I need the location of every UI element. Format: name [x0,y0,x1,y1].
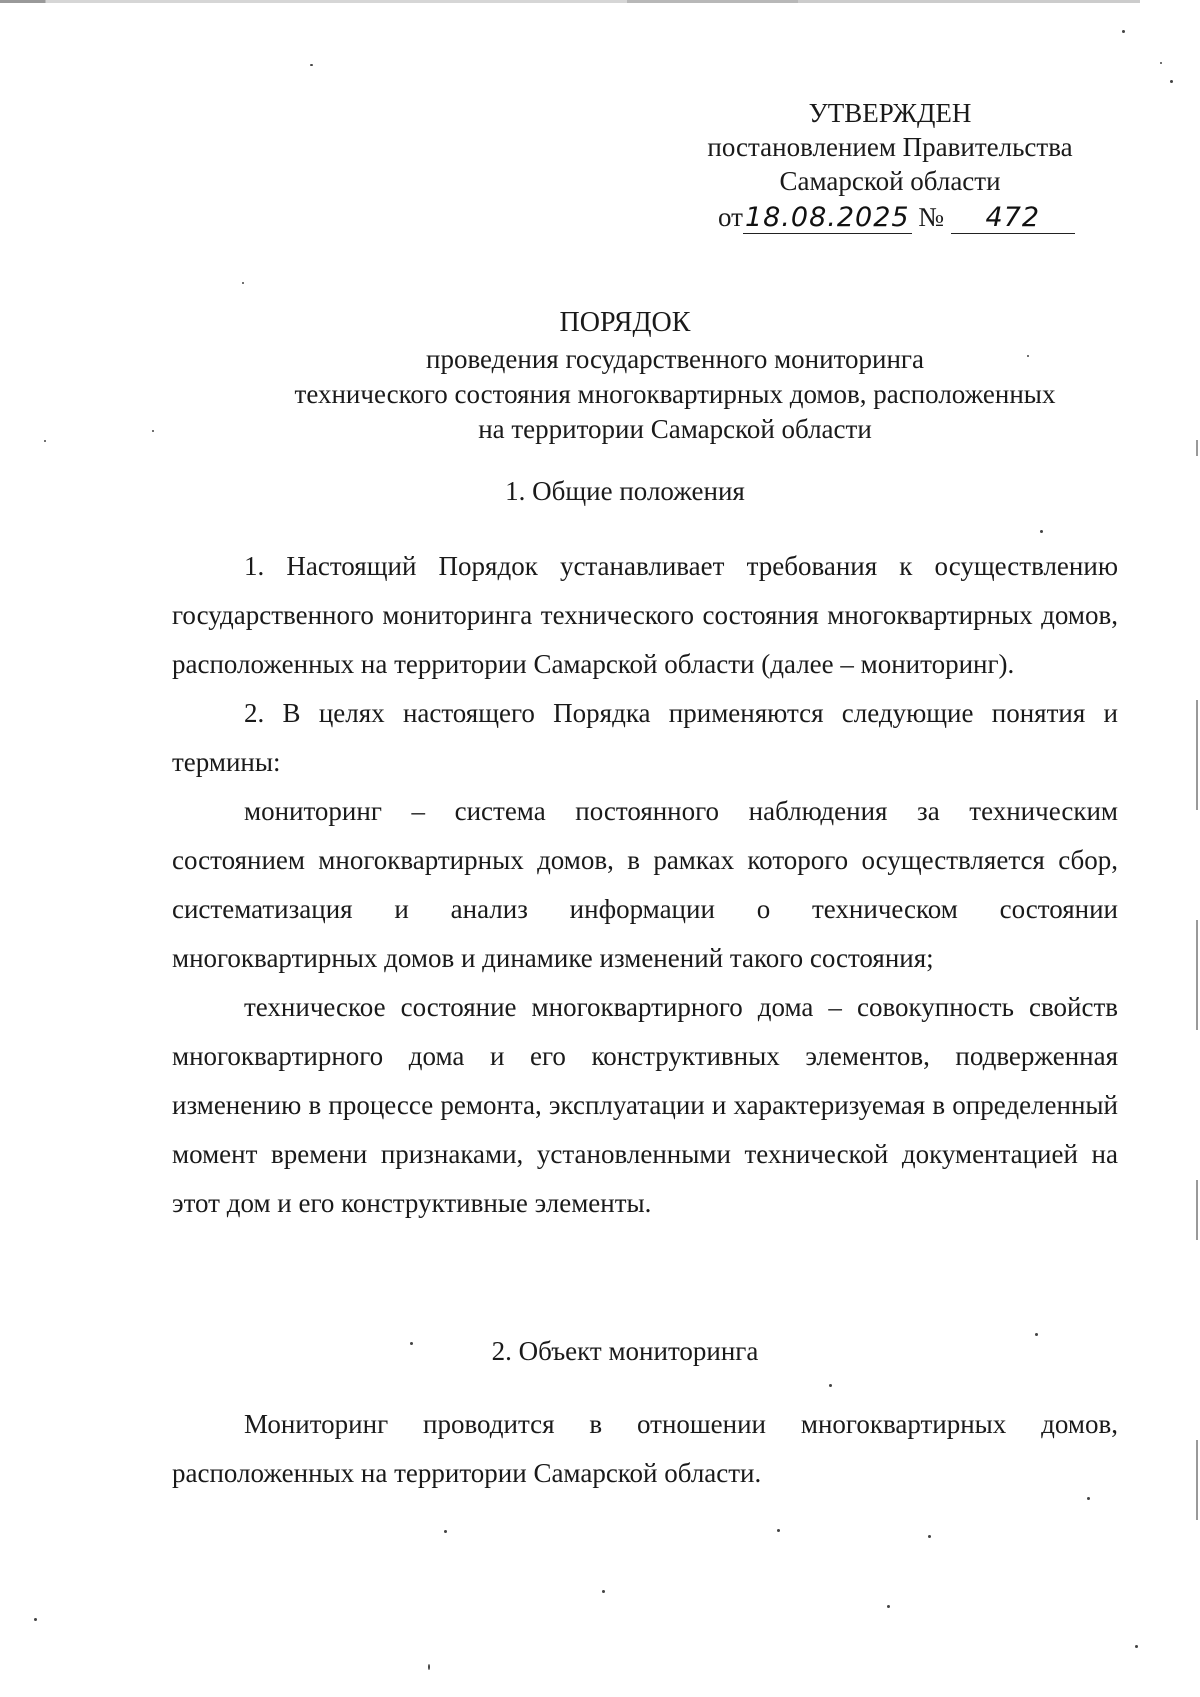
paragraph: техническое состояние многоквартирного дома – совокупность свойств многоквартирного дома и его конструктивных элементов, подверженная изменению в процессе ремонта, эксплуатации и характеризуемая в определенный момент времени признаками, установленными технической документацией на этот дом и его конструктивные элементы. [172,992,1118,1218]
scan-speck [1135,1645,1138,1648]
scan-speck [1170,80,1173,83]
section-body [172,542,1118,1228]
section-heading: 2. Объект мониторинга [491,1336,759,1366]
approval-line-1: постановлением Правительства [707,132,1073,162]
paragraph: 2. В целях настоящего Порядка применяются следующие понятия и термины: [172,698,1118,777]
scan-speck [777,1529,780,1532]
document-title: ПОРЯДОК [559,307,691,338]
scan-speck [602,1590,605,1593]
scan-speck [428,1664,430,1670]
paragraph: мониторинг – система постоянного наблюдения за техническим состоянием многоквартирных домов, в рамках которого осуществляется сбор, систематизация и анализ информации о техническом состоянии многоквартирных домов и динамике изменений такого состояния; [172,796,1118,973]
scan-edge-mark [1196,700,1198,810]
scan-speck [928,1535,931,1538]
scan-speck [444,1530,447,1533]
subtitle-line: на территории Самарской области [478,414,872,444]
number-prefix: № [918,202,945,232]
scan-speck [310,64,313,66]
approval-date-line [660,200,1120,240]
paragraph: 1. Настоящий Порядок устанавливает требования к осуществлению государственного мониторинга технического состояния многоквартирных домов, расположенных на территории Самарской области (далее – мониторинг). [172,551,1118,679]
scan-speck [44,440,46,442]
scan-speck [1160,62,1162,64]
approval-line-2: Самарской области [779,166,1001,196]
scan-edge-mark [1196,1440,1198,1520]
section-body [172,1400,1118,1498]
scan-edge-mark [1196,440,1198,456]
section-heading: 1. Общие положения [505,476,745,506]
scan-speck [34,1618,37,1621]
scan-speck [152,430,154,432]
handwritten-date: 18.08.2025 [744,202,910,233]
subtitle-line: проведения государственного мониторинга [426,344,924,374]
scan-speck [1040,530,1043,533]
subtitle-line: технического состояния многоквартирных домов, расположенных [294,379,1056,409]
scan-speck [242,282,244,284]
approval-block [660,96,1120,240]
date-prefix: от [718,202,743,232]
approval-title: УТВЕРЖДЕН [808,98,972,128]
scan-speck [829,1384,832,1387]
scan-edge-mark [1196,920,1198,1030]
paragraph: Мониторинг проводится в отношении многоквартирных домов, расположенных на территории Самарской области. [172,1409,1118,1488]
scan-border-line [0,0,1140,3]
scan-edge-mark [1196,1180,1198,1240]
handwritten-number: 472 [951,203,1075,234]
scan-speck [887,1605,890,1608]
document-subtitle [260,342,1090,447]
scan-speck [1122,30,1125,33]
